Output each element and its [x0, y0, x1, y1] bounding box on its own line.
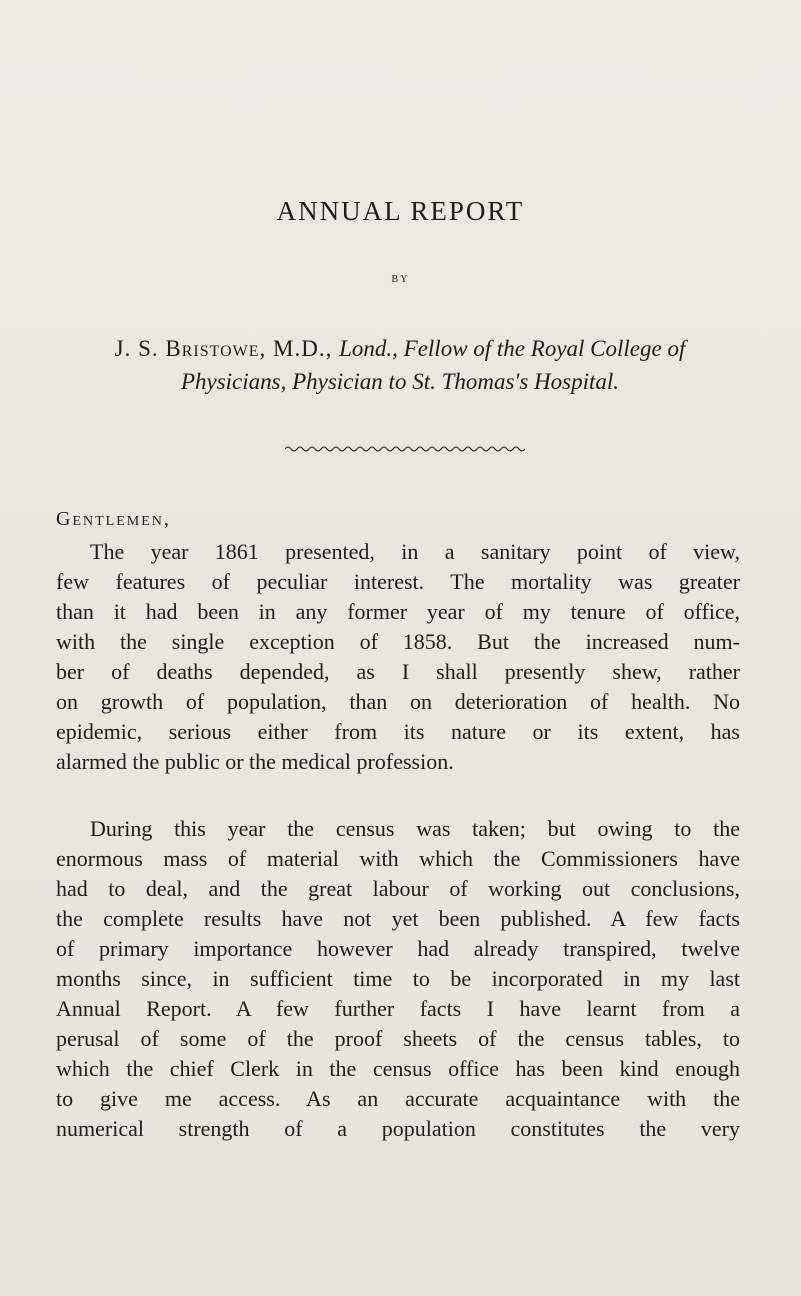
author-name: J. S. Bristowe, M.D.,: [114, 336, 340, 361]
paragraph-line: than it had been in any former year of my tenure of office,: [56, 599, 740, 624]
report-title: ANNUAL REPORT: [276, 196, 525, 226]
paragraph-2: [56, 814, 740, 1144]
ornamental-rule: [285, 444, 525, 454]
paragraph-line: had to deal, and the great labour of working out conclusions,: [56, 876, 740, 901]
paragraph-line: months since, in sufficient time to be incorporated in my last: [56, 966, 740, 991]
paragraph-line: Annual Report. A few further facts I have learnt from a: [56, 996, 740, 1021]
paragraph-line: The year 1861 presented, in a sanitary point of view,: [90, 539, 740, 564]
paragraph-line: on growth of population, than on deterioration of health. No: [56, 689, 740, 714]
paragraph-line: ber of deaths depended, as I shall presently shew, rather: [56, 659, 740, 684]
paragraph-line: of primary importance however had already transpired, twelve: [56, 936, 740, 961]
paragraph-line: enormous mass of material with which the Commissioners have: [56, 846, 740, 871]
salutation: Gentlemen,: [56, 508, 171, 530]
paragraph-line: which the chief Clerk in the census office has been kind enough: [56, 1056, 740, 1081]
byline-label: BY: [391, 274, 410, 285]
author-credentials-line1: Lond., Fellow of the Royal College of: [339, 336, 686, 361]
paragraph-line: During this year the census was taken; but owing to the: [90, 816, 740, 841]
paragraph-line: to give me access. As an accurate acquaintance with the: [56, 1086, 740, 1111]
author-credentials-line2: Physicians, Physician to St. Thomas's Hospital.: [180, 369, 620, 394]
paragraph-line: few features of peculiar interest. The mortality was greater: [56, 569, 740, 594]
paragraph-line: with the single exception of 1858. But the increased num-: [56, 629, 740, 654]
paragraph-line: epidemic, serious either from its nature or its extent, has: [56, 719, 740, 744]
paragraph-line: alarmed the public or the medical profession.: [56, 749, 454, 774]
paragraph-line: perusal of some of the proof sheets of the census tables, to: [56, 1026, 740, 1051]
paragraph-1: [56, 537, 740, 777]
paragraph-line: numerical strength of a population constitutes the very: [56, 1116, 740, 1141]
paragraph-line: the complete results have not yet been published. A few facts: [56, 906, 740, 931]
author-block: [40, 332, 760, 398]
